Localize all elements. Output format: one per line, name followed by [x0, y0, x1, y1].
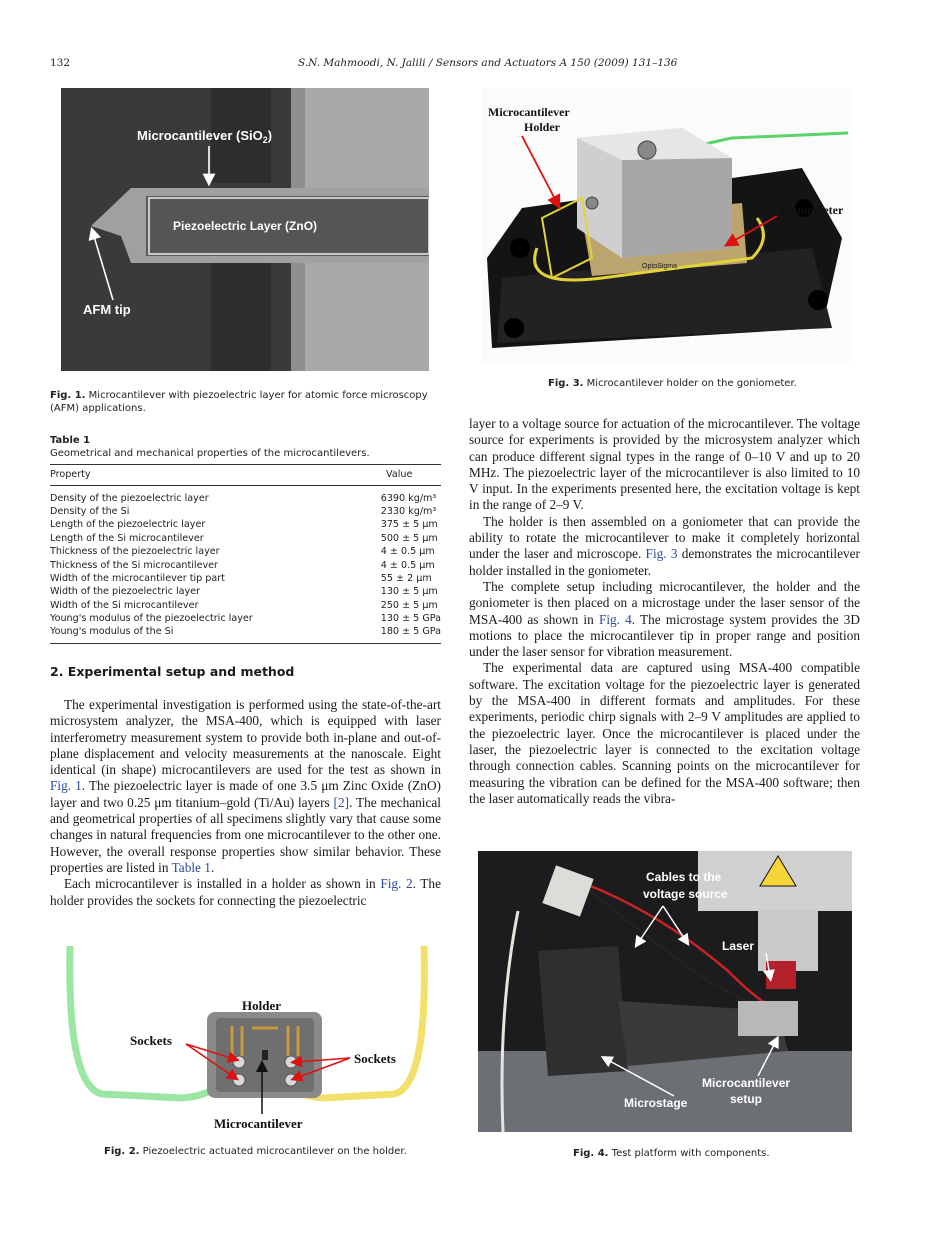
fig4-label-cables-line2: voltage source [643, 887, 728, 901]
figure-4-platform-photo [478, 851, 852, 1132]
fig4-label-microstage: Microstage [624, 1096, 688, 1110]
paragraph-2: Each microcantilever is installed in a holder as shown in Fig. 2. The holder provides the sockets for connecting the piezoelectric [50, 876, 441, 908]
figure-1-caption: Fig. 1. Microcantilever with piezoelectric layer for atomic force microscopy (AFM) applications. [50, 390, 428, 414]
figure-3-caption: Fig. 3. Microcantilever holder on the goniometer. [548, 378, 797, 389]
table-row [50, 572, 441, 585]
table-row [50, 491, 441, 504]
left-column-body [50, 697, 441, 909]
table-cell-value: 130 ± 5 GPa [380, 613, 441, 625]
figure-1-image [61, 88, 429, 371]
fig2-label-holder: Holder [242, 998, 281, 1013]
table-cell-value: 375 ± 5 μm [380, 519, 438, 531]
fig3-label-holder-line2: Holder [524, 120, 560, 134]
table-cell-property: Density of the Si [50, 505, 130, 517]
ref-fig-2[interactable]: Fig. 2 [380, 876, 413, 892]
table-cell-value: 500 ± 5 μm [380, 532, 438, 544]
table-cell-value: 250 ± 5 μm [380, 599, 438, 611]
table-cell-property: Width of the microcantilever tip part [50, 572, 225, 584]
table-row [50, 518, 441, 531]
paragraph-3: layer to a voltage source for actuation of the microcantilever. The voltage source for experiments is provided by the microsystem analyzer which can produce different signal types in the range of 0–10 V and up to 20 MHz. The piezoelectric layer of the microcantilever is also limited to 10 V input. In the experiments presented here, the excitation voltage is kept in the range of 2–9 V. [469, 416, 860, 513]
page-number: 132 [50, 57, 71, 69]
table-row [50, 532, 441, 545]
figure-1-micrograph [61, 88, 429, 371]
fig3-brand-text: OptoSigma [642, 263, 678, 270]
table-row [50, 599, 441, 612]
figure-2-caption: Fig. 2. Piezoelectric actuated microcantilever on the holder. [104, 1146, 407, 1157]
table-cell-property: Width of the Si microcantilever [50, 599, 199, 611]
paragraph-5: The complete setup including microcantilever, the holder and the goniometer is then placed on a microstage under the laser sensor of the MSA-400 as shown in Fig. 4. The microstage system provides the 3D motions to place the microcantilever tip in proper range and position under the laser sensor for vibration measurement. [469, 578, 860, 660]
fig3-label-holder-line1: Microcantilever [488, 105, 570, 119]
ref-fig-4[interactable]: Fig. 4 [598, 611, 632, 627]
table-header-row [50, 468, 441, 481]
figure-2-image [62, 946, 432, 1134]
table-row [50, 545, 441, 558]
table-cell-value: 2330 kg/m³ [380, 505, 437, 517]
table-cell-value: 4 ± 0.5 μm [380, 546, 435, 558]
table-row [50, 505, 441, 518]
fig2-label-sockets-left: Sockets [130, 1033, 172, 1048]
table-cell-property: Width of the piezoelectric layer [50, 586, 201, 598]
figure-3-goniometer-photo [482, 88, 852, 362]
figure-2-holder-photo [62, 946, 432, 1134]
table-cell-property: Density of the piezoelectric layer [50, 492, 209, 504]
fig4-label-setup-line2: setup [730, 1092, 763, 1106]
paragraph-1: The experimental investigation is performed using the state-of-the-art microsystem analyzer, the MSA-400, which is equipped with laser interferometry measurement system to provide both in-plane and out-of-plane displacement and velocity measurements at the nanoscale. Eight identical (in shape) microcantilevers are used for the test as shown in Fig. 1. The piezoelectric layer is made of one 3.5 μm Zinc Oxide (ZnO) layer and two 0.25 μm titanium–gold (Ti/Au) layers [2]. The mechanical and geometrical properties of all specimens slightly vary that cause some changes in natural frequencies from one microcantilever to the other one. However, the overall response properties show similar behavior. These properties are listed in Table 1. [50, 697, 441, 875]
right-column-body [469, 416, 860, 807]
table-header-value: Value [386, 469, 413, 481]
table-1 [50, 464, 441, 644]
table-cell-property: Thickness of the piezoelectric layer [50, 546, 220, 558]
ref-citation-2[interactable]: [2] [333, 794, 350, 810]
table-header-property: Property [50, 469, 91, 481]
fig4-label-cables-line1: Cables to the [646, 870, 722, 884]
table-cell-value: 130 ± 5 μm [380, 586, 438, 598]
ref-fig-3[interactable]: Fig. 3 [645, 546, 678, 562]
section-2-heading: 2. Experimental setup and method [50, 664, 295, 679]
paragraph-4: The holder is then assembled on a goniometer that can provide the ability to rotate the microcantilever to make it completely horizontal under the laser and microscope. Fig. 3 demonstrates the microcantilever holder installed in the goniometer. [469, 513, 860, 578]
table-1-label: Table 1 [50, 435, 91, 446]
fig4-label-setup-line1: Microcantilever [702, 1076, 791, 1090]
table-cell-value: 6390 kg/m³ [380, 492, 437, 504]
fig1-label-afm-tip: AFM tip [83, 302, 131, 317]
table-row [50, 612, 441, 625]
table-cell-property: Young's modulus of the piezoelectric layer [50, 613, 253, 625]
table-cell-value: 4 ± 0.5 μm [380, 559, 435, 571]
table-cell-property: Young's modulus of the Si [50, 626, 174, 638]
fig4-label-laser: Laser [722, 939, 755, 953]
fig1-label-microcantilever: Microcantilever (SiO$_2$) [137, 128, 273, 145]
ref-fig-1[interactable]: Fig. 1 [50, 778, 82, 794]
figure-4-image [478, 851, 852, 1132]
table-cell-value: 55 ± 2 μm [380, 572, 432, 584]
table-row [50, 625, 441, 638]
figure-3-image [482, 88, 852, 362]
table-cell-property: Length of the piezoelectric layer [50, 519, 206, 531]
ref-table-1[interactable]: Table 1 [171, 859, 211, 875]
table-cell-property: Thickness of the Si microcantilever [50, 559, 219, 571]
table-cell-property: Length of the Si microcantilever [50, 532, 204, 544]
fig2-label-sockets-right: Sockets [354, 1051, 396, 1066]
paragraph-6: The experimental data are captured using MSA-400 compatible software. The excitation voltage for the piezoelectric layer is generated by the MSA-400 in different formats and amplitudes. For these experiments, periodic chirp signals with 2–9 V amplitudes are applied to the piezoelectric layer. Once the microcantilever is placed under the laser, the piezoelectric layer is connected to the excitation voltage through connection cables. Scanning points on the microcantilever for measuring the vibration can be defined for the MSA-400 software; then the laser automatically reads the vibra- [469, 660, 860, 806]
running-title: S.N. Mahmoodi, N. Jalili / Sensors and Actuators A 150 (2009) 131–136 [298, 57, 678, 69]
table-row [50, 558, 441, 571]
table-row [50, 585, 441, 598]
table-1-title: Geometrical and mechanical properties of the microcantilevers. [50, 448, 370, 459]
figure-4-caption: Fig. 4. Test platform with components. [573, 1148, 770, 1159]
fig3-label-goniometer: Goniometer [782, 203, 844, 217]
fig1-label-piezo: Piezoelectric Layer (ZnO) [173, 219, 318, 233]
fig2-label-microcantilever: Microcantilever [214, 1116, 303, 1131]
table-cell-value: 180 ± 5 GPa [380, 626, 441, 638]
